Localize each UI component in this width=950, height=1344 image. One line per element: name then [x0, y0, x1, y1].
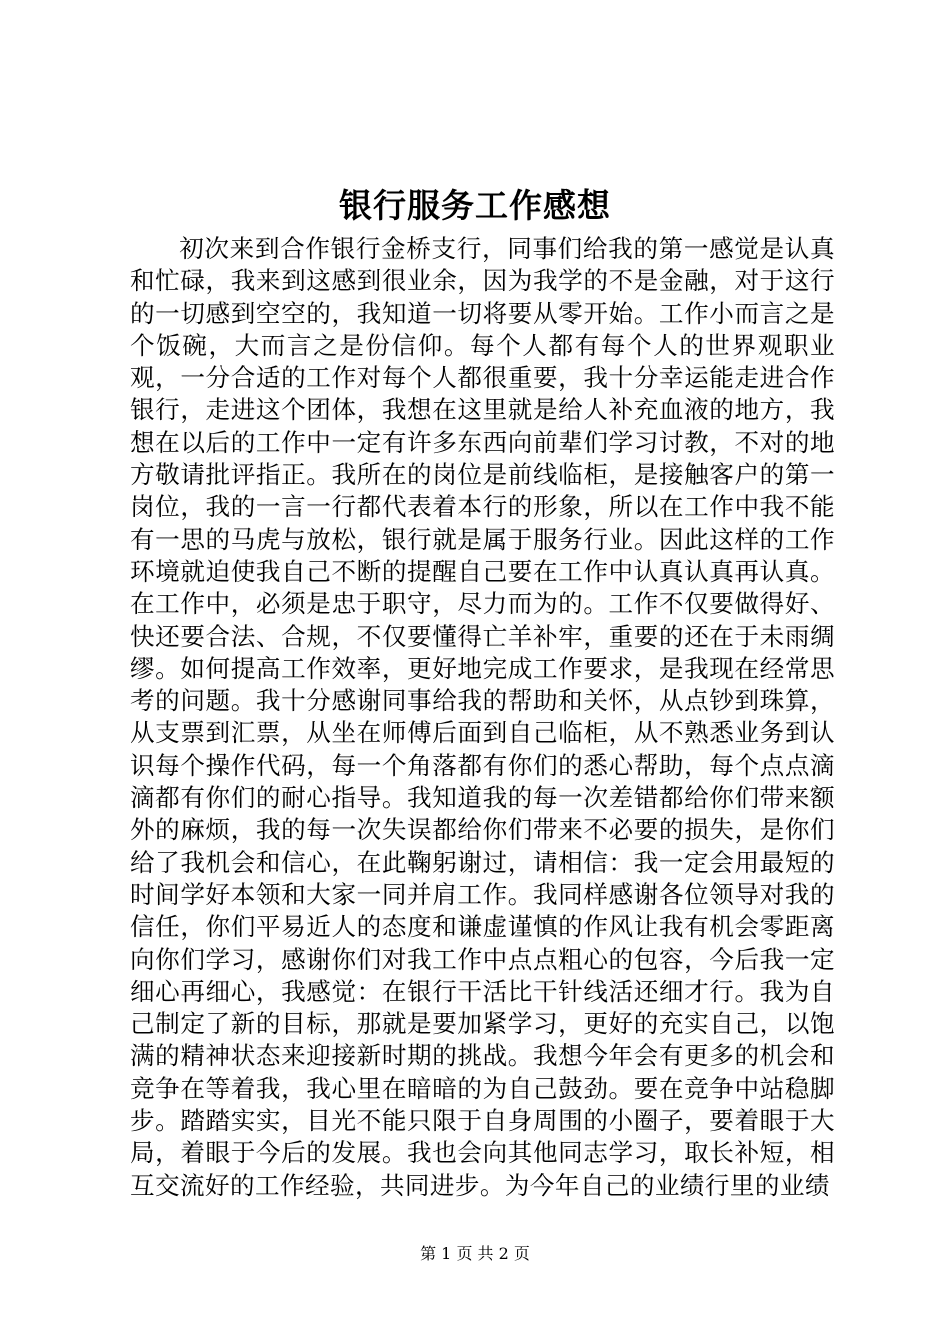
document-title: 银行服务工作感想 [339, 186, 611, 225]
page-indicator: 第 1 页 共 2 页 [420, 1244, 530, 1263]
document-body-paragraph: 初次来到合作银行金桥支行，同事们给我的第一感觉是认真和忙碌，我来到这感到很业余，因为我学的不是金融，对于这行的一切感到空空的，我知道一切将要从零开始。工作小而言之是个饭碗，大而言之是份信仰。每个人都有每个人的世界观职业观，一分合适的工作对每个人都很重要，我十分幸运能走进合作银行，走进这个团体，我想在这里就是给人补充血液的地方，我想在以后的工作中一定有许多东西向前辈们学习讨教，不对的地方敬请批评指正。我所在的岗位是前线临柜，是接触客户的第一岗位，我的一言一行都代表着本行的形象，所以在工作中我不能有一思的马虎与放松，银行就是属于服务行业。因此这样的工作环境就迫使我自己不断的提醒自己要在工作中认真认真再认真。在工作中，必须是忠于职守，尽力而为的。工作不仅要做得好、快还要合法、合规，不仅要懂得亡羊补牢，重要的还在于未雨绸缪。如何提高工作效率，更好地完成工作要求，是我现在经常思考的问题。我十分感谢同事给我的帮助和关怀，从点钞到珠算，从支票到汇票，从坐在师傅后面到自己临柜，从不熟悉业务到认识每个操作代码，每一个角落都有你们的悉心帮助，每个点点滴滴都有你们的耐心指导。我知道我的每一次差错都给你们带来额外的麻烦，我的每一次失误都给你们带来不必要的损失，是你们给了我机会和信心，在此鞠躬谢过，请相信：我一定会用最短的时间学好本领和大家一同并肩工作。我同样感谢各位领导对我的信任，你们平易近人的态度和谦虚谨慎的作风让我有机会零距离向你们学习，感谢你们对我工作中点点粗心的包容，今后我一定细心再细心，我感觉：在银行干活比干针线活还细才行。我为自己制定了新的目标，那就是要加紧学习，更好的充实自己，以饱满的精神状态来迎接新时期的挑战。我想今年会有更多的机会和竞争在等着我，我心里在暗暗的为自己鼓劲。要在竞争中站稳脚步。踏踏实实，目光不能只限于自身周围的小圈子，要着眼于大局，着眼于今后的发展。我也会向其他同志学习，取长补短，相互交流好的工作经验，共同进步。为今年自己的业绩行里的业绩 [130, 234, 835, 1200]
